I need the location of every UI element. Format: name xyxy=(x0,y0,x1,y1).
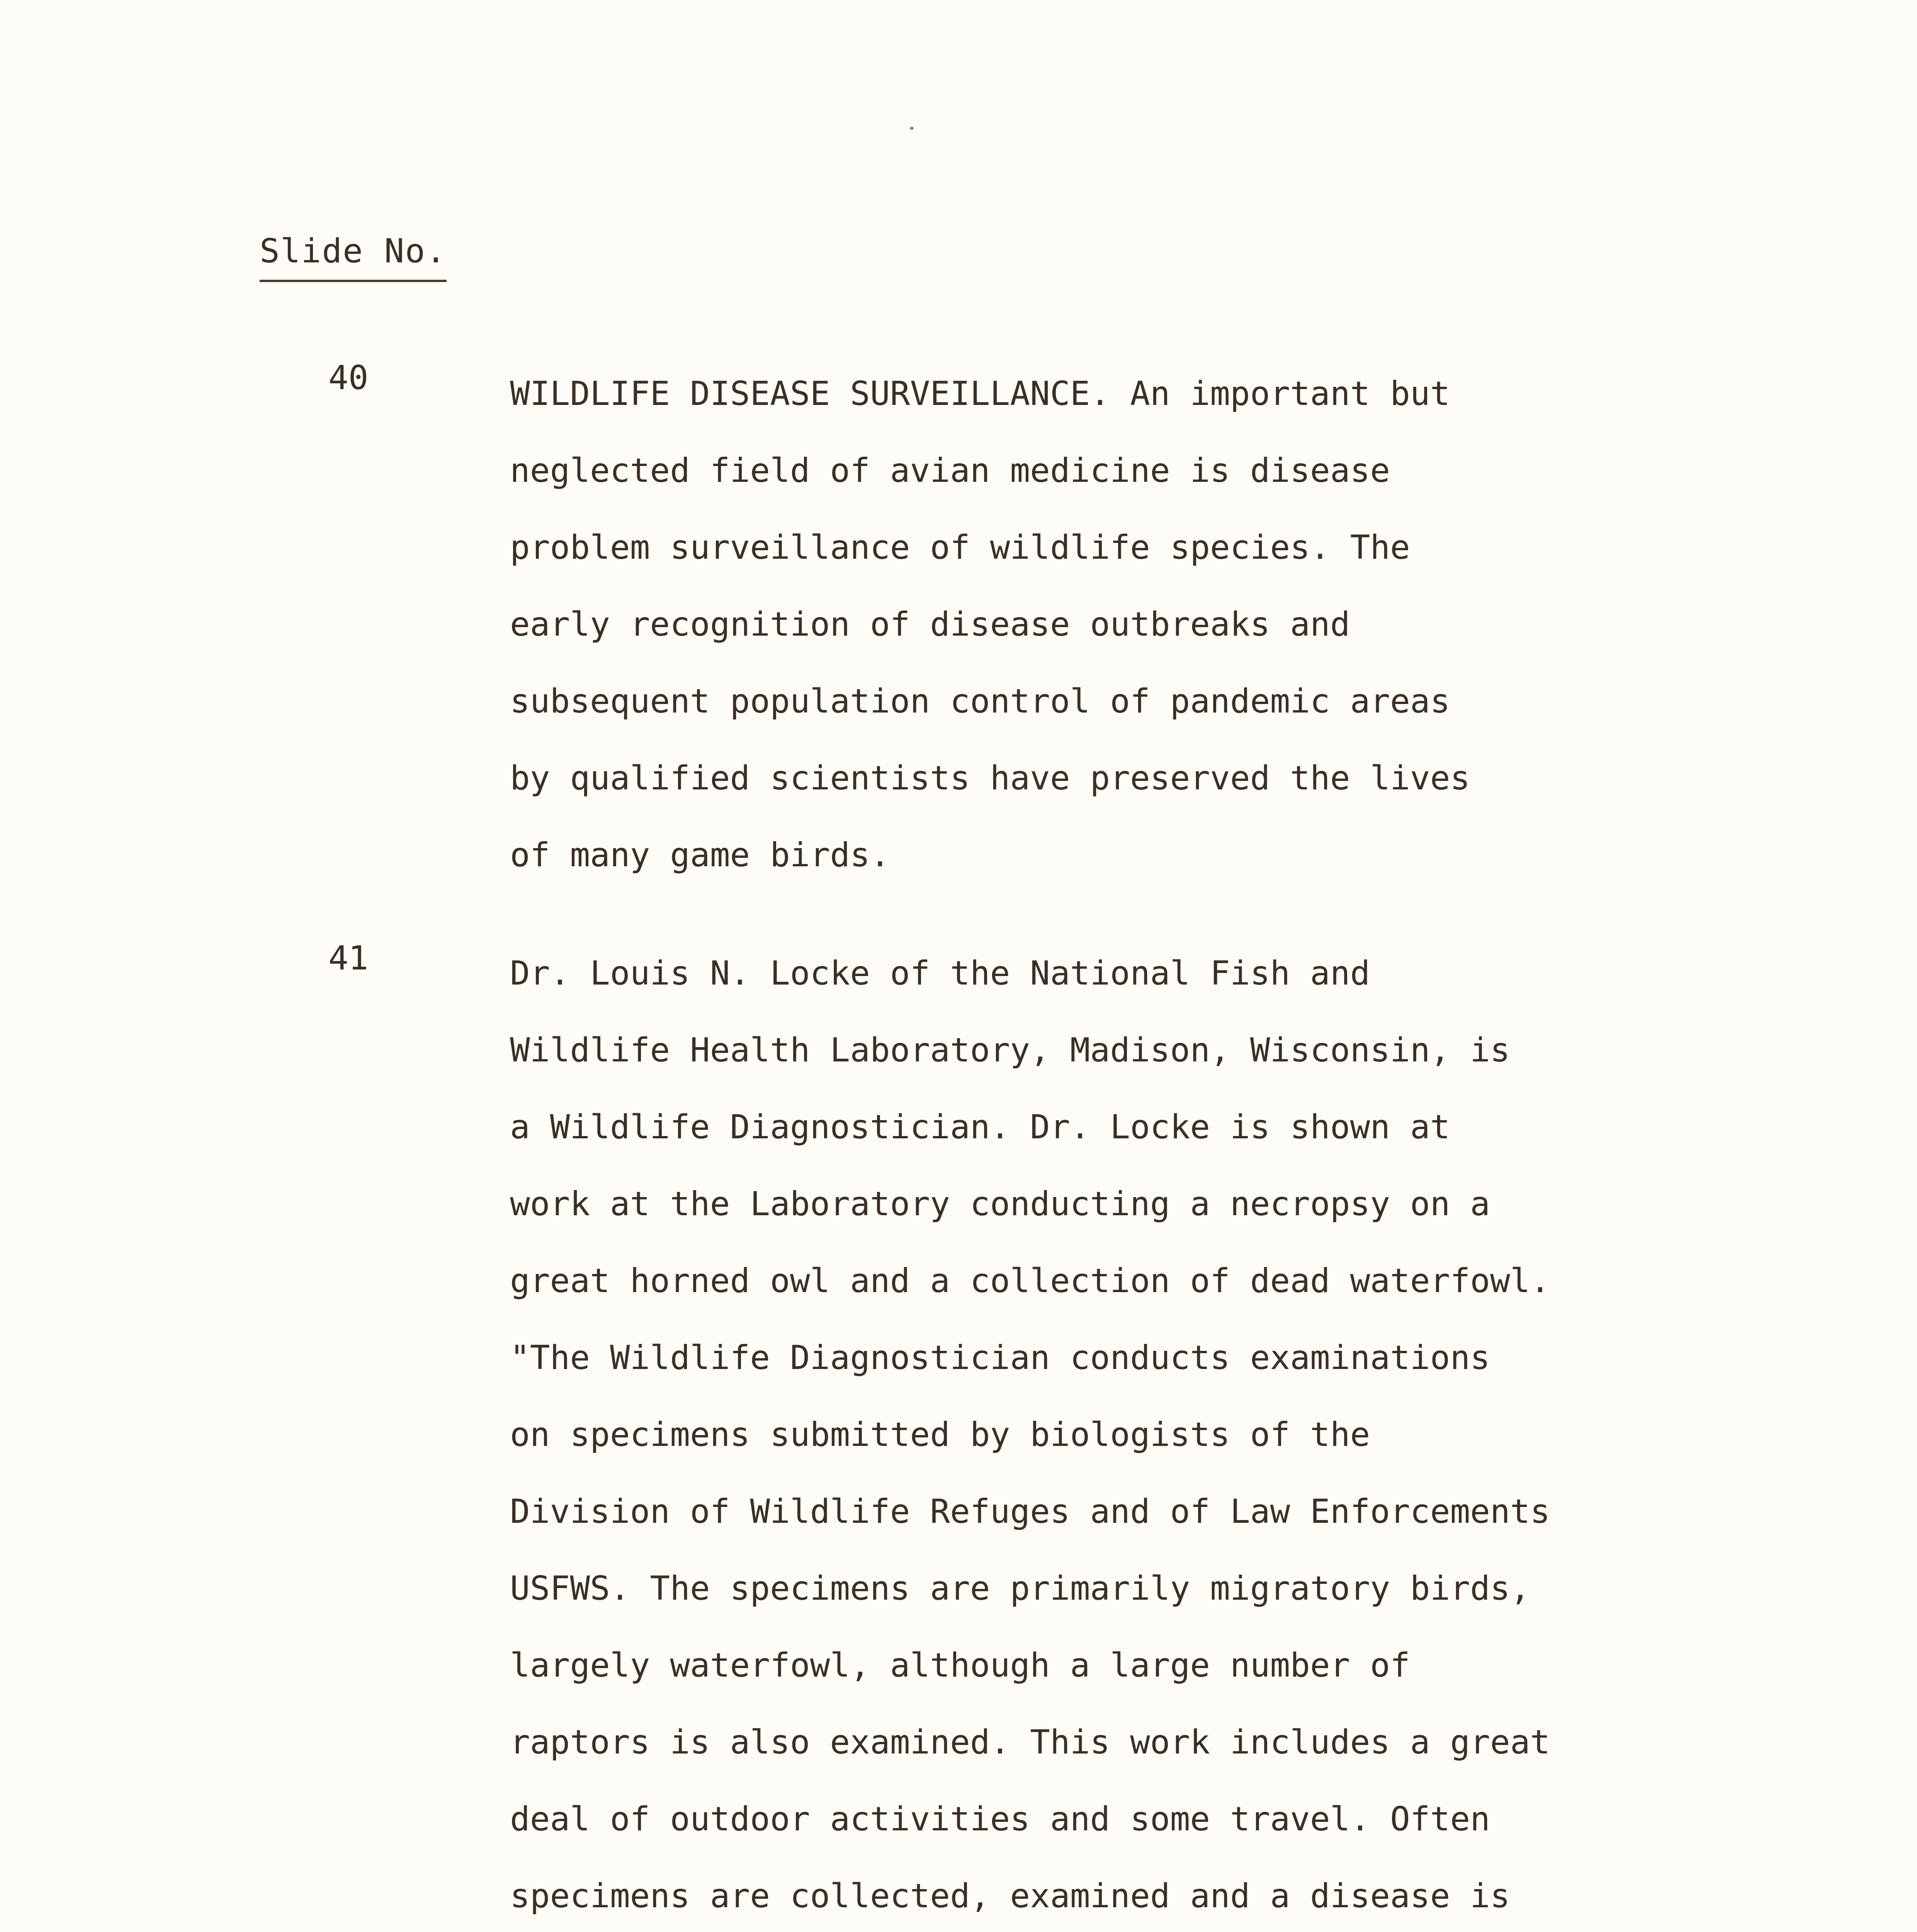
text-line: Division of Wildlife Refuges and of Law Enforcements xyxy=(510,1492,1550,1531)
text-line: early recognition of disease outbreaks and xyxy=(510,605,1350,644)
text-line: work at the Laboratory conducting a necropsy on a xyxy=(510,1185,1490,1223)
text-line: raptors is also examined. This work includes a great xyxy=(510,1723,1550,1762)
text-line: Dr. Louis N. Locke of the National Fish and xyxy=(510,954,1370,993)
text-line: WILDLIFE DISEASE SURVEILLANCE. An important but xyxy=(510,374,1450,413)
text-line: "The Wildlife Diagnostician conducts examinations xyxy=(510,1338,1490,1377)
text-line: by qualified scientists have preserved the lives xyxy=(510,759,1470,798)
scan-speck xyxy=(910,127,914,130)
slide-description-41 xyxy=(510,935,1816,1932)
text-line: deal of outdoor activities and some travel. Often xyxy=(510,1800,1490,1838)
text-line: on specimens submitted by biologists of the xyxy=(510,1415,1370,1454)
text-line: Wildlife Health Laboratory, Madison, Wisconsin, is xyxy=(510,1031,1510,1070)
text-line: neglected field of avian medicine is disease xyxy=(510,451,1390,490)
slide-number-41: 41 xyxy=(328,939,369,978)
text-line: of many game birds. xyxy=(510,836,890,874)
text-line: problem surveillance of wildlife species. The xyxy=(510,528,1410,567)
text-line: great horned owl and a collection of dead waterfowl. xyxy=(510,1262,1550,1300)
slide-number-40: 40 xyxy=(328,359,369,397)
slide-number-header: Slide No. xyxy=(260,228,447,282)
text-line: USFWS. The specimens are primarily migratory birds, xyxy=(510,1569,1530,1608)
text-line: largely waterfowl, although a large number of xyxy=(510,1646,1410,1685)
slide-description-40 xyxy=(510,355,1816,894)
text-line: specimens are collected, examined and a disease is xyxy=(510,1877,1510,1915)
text-line: a Wildlife Diagnostician. Dr. Locke is shown at xyxy=(510,1108,1450,1146)
text-line: subsequent population control of pandemic areas xyxy=(510,682,1450,721)
